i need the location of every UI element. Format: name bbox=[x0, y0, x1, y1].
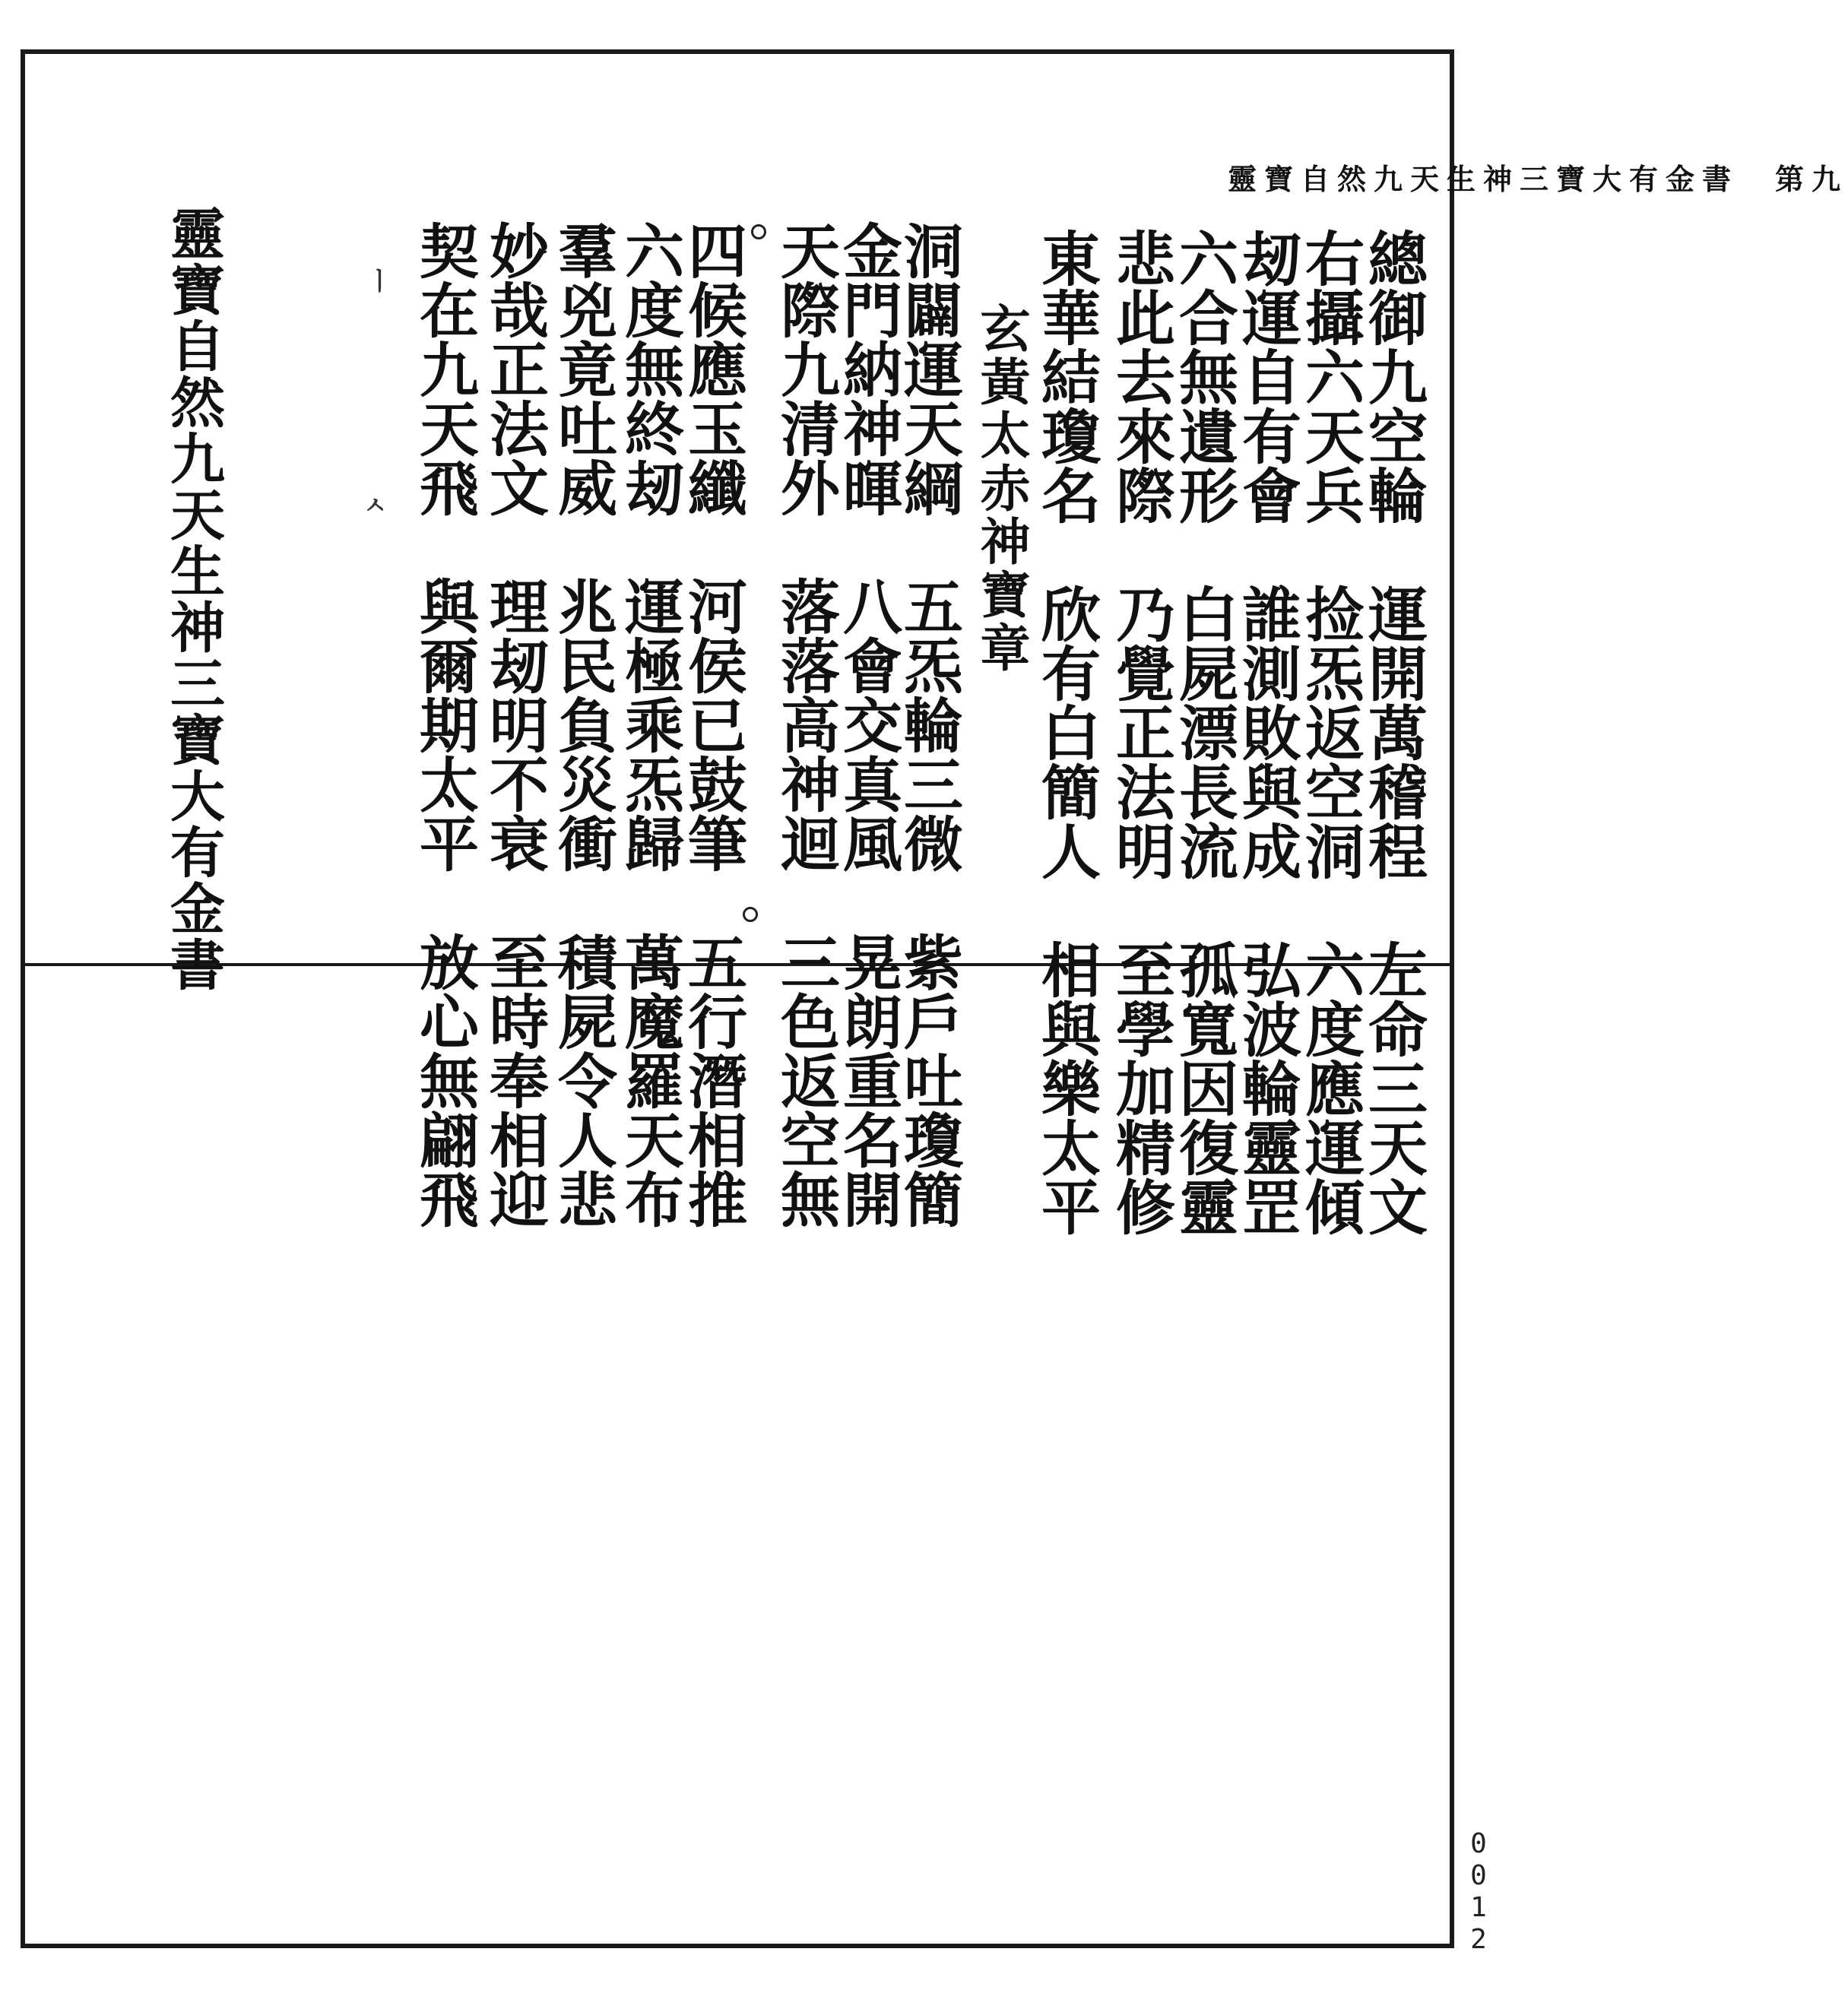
text-column: 羣兇竟吐威 兆民負災衝 積屍令人悲 bbox=[548, 220, 617, 1228]
chapter-title: 玄黃太赤神寶章 bbox=[972, 303, 1031, 675]
page-number: 0012 bbox=[1470, 1828, 1487, 1955]
text-column: 悲此去來際 乃覺正法明 至學加精修 bbox=[1106, 228, 1175, 1236]
page-header-title: 靈寶自然九天生神三寶大有金書 第九 bbox=[1228, 162, 1848, 196]
text-column: 金門納神暉 八會交真風 晃朗重名開 bbox=[833, 220, 902, 1228]
text-column: 總御九空輪 運開萬稽程 左命三天文 bbox=[1358, 228, 1428, 1236]
text-column: 妙哉正法文 理刼明不衰 至時奉相迎 bbox=[480, 220, 549, 1228]
text-column: 六合無遺形 白屍漂長流 孤寬因復靈 bbox=[1169, 228, 1238, 1236]
side-title: 靈寶自然九天生神三寶大有金書 bbox=[161, 205, 226, 993]
small-annotation-mark: ㅣ bbox=[368, 267, 391, 296]
small-annotation-mark: ㅅ bbox=[363, 491, 387, 520]
text-column: 四候應玉纖 河侯已鼓筆 五行潛相推 bbox=[678, 220, 747, 1228]
text-column: 六度無終刼 運極乘炁歸 萬魔羅天布 bbox=[615, 220, 684, 1228]
text-column: 右攝六天兵 捡炁返空洞 六度應運傾 bbox=[1295, 228, 1365, 1236]
text-column: 洞闢運天綱 五炁輪三微 紫戶吐瓊簡 bbox=[894, 220, 963, 1228]
text-column: 契在九天飛 與爾期太平 放心無翩飛 bbox=[410, 220, 479, 1228]
text-column: 刼運自有會 誰測敗與成 弘波輪靈罡 bbox=[1232, 228, 1301, 1236]
text-column: 天際九清外 落落高神迴 三色返空無 bbox=[771, 220, 840, 1228]
text-column: 東華結瓊名 欣有白簡人 相與樂太平 bbox=[1032, 228, 1101, 1236]
punctuation-circle-mark bbox=[743, 907, 758, 922]
punctuation-circle-mark bbox=[751, 224, 766, 239]
